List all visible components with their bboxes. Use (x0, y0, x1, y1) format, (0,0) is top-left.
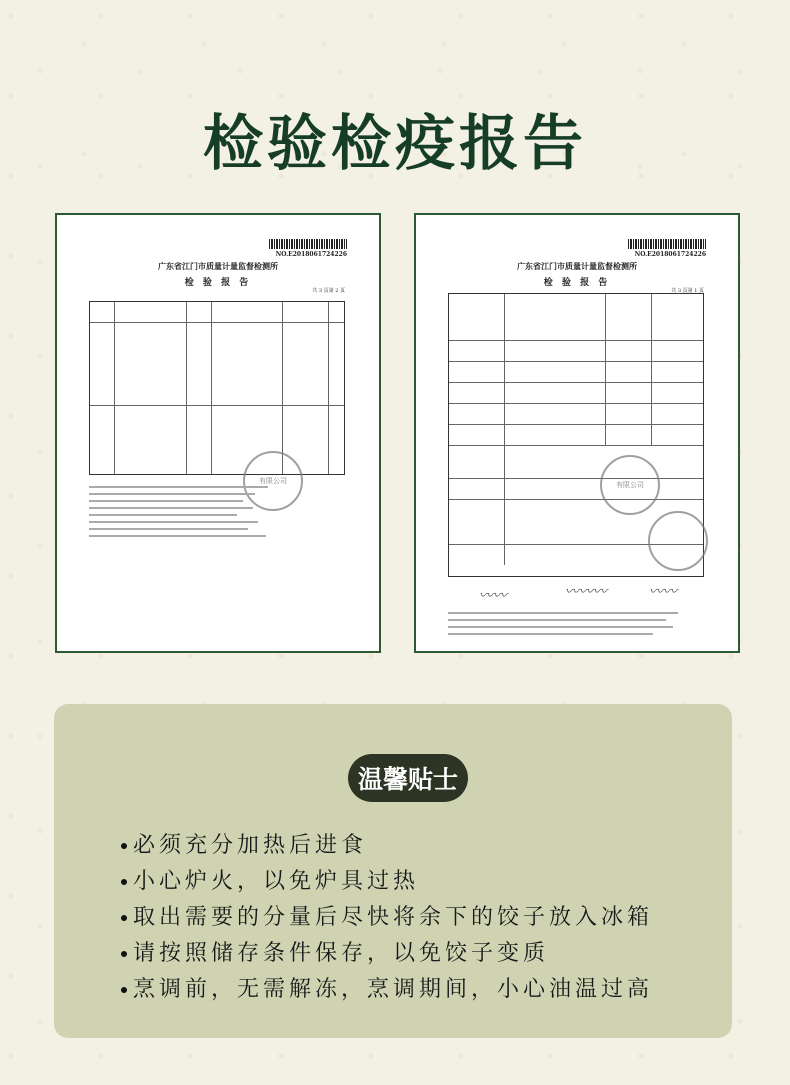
report-image-right (414, 213, 740, 653)
tip-text: 烹调前，无需解冻，烹调期间，小心油温过高 (133, 977, 654, 1002)
report-number: NO.E2018061724226 (634, 251, 706, 258)
signature-2: 〰〰〰 (562, 584, 611, 600)
tip-text: 取出需要的分量后尽快将余下的饺子放入冰箱 (133, 905, 654, 930)
signature-3: 〰〰 (646, 584, 681, 600)
bullet-icon (121, 843, 127, 849)
table-row (90, 406, 344, 474)
tip-text: 必须充分加热后进食 (133, 833, 368, 858)
report-title: 检 验 报 告 (543, 278, 611, 288)
bullet-icon (121, 915, 127, 921)
report-page-left (71, 225, 365, 641)
tip-item (121, 900, 653, 931)
report-table-left (89, 301, 345, 475)
tip-item (121, 864, 419, 895)
table-row (90, 323, 344, 406)
barcode-icon (269, 239, 347, 249)
report-organization: 广东省江门市质量计量监督检测所 (517, 261, 637, 271)
table-row (449, 404, 703, 425)
stamp-seal: 有限公司 (600, 455, 660, 515)
tip-text: 请按照储存条件保存，以免饺子变质 (133, 941, 550, 966)
barcode-icon (628, 239, 706, 249)
report-title: 检 验 报 告 (184, 278, 252, 288)
report-page-right (430, 225, 724, 641)
signature-1: 〰〰 (476, 588, 511, 604)
table-row (449, 341, 703, 362)
bullet-icon (121, 951, 127, 957)
tip-item (121, 828, 367, 859)
tips-panel (54, 704, 732, 1038)
page-number: 共 3 页第 2 页 (312, 288, 345, 294)
report-notes (89, 481, 345, 542)
stamp-seal-2 (648, 511, 708, 571)
report-image-left (55, 213, 381, 653)
table-row (449, 294, 703, 341)
tip-item (121, 936, 549, 967)
tips-title: 温馨贴士 (348, 754, 468, 802)
table-row (449, 362, 703, 383)
tip-item (121, 972, 653, 1003)
stamp-seal: 有限公司 (243, 451, 303, 511)
page-title: 检验检疫报告 (203, 109, 587, 179)
page-number: 共 3 页第 1 页 (671, 288, 704, 294)
table-row (449, 425, 703, 446)
table-row (449, 383, 703, 404)
table-row (90, 302, 344, 323)
bullet-icon (121, 879, 127, 885)
tip-text: 小心炉火，以免炉具过热 (133, 869, 420, 894)
report-notes (448, 607, 704, 640)
report-organization: 广东省江门市质量计量监督检测所 (158, 261, 278, 271)
bullet-icon (121, 987, 127, 993)
report-number: NO.E2018061724226 (275, 251, 347, 258)
table-row (449, 446, 703, 479)
table-row (449, 479, 703, 500)
